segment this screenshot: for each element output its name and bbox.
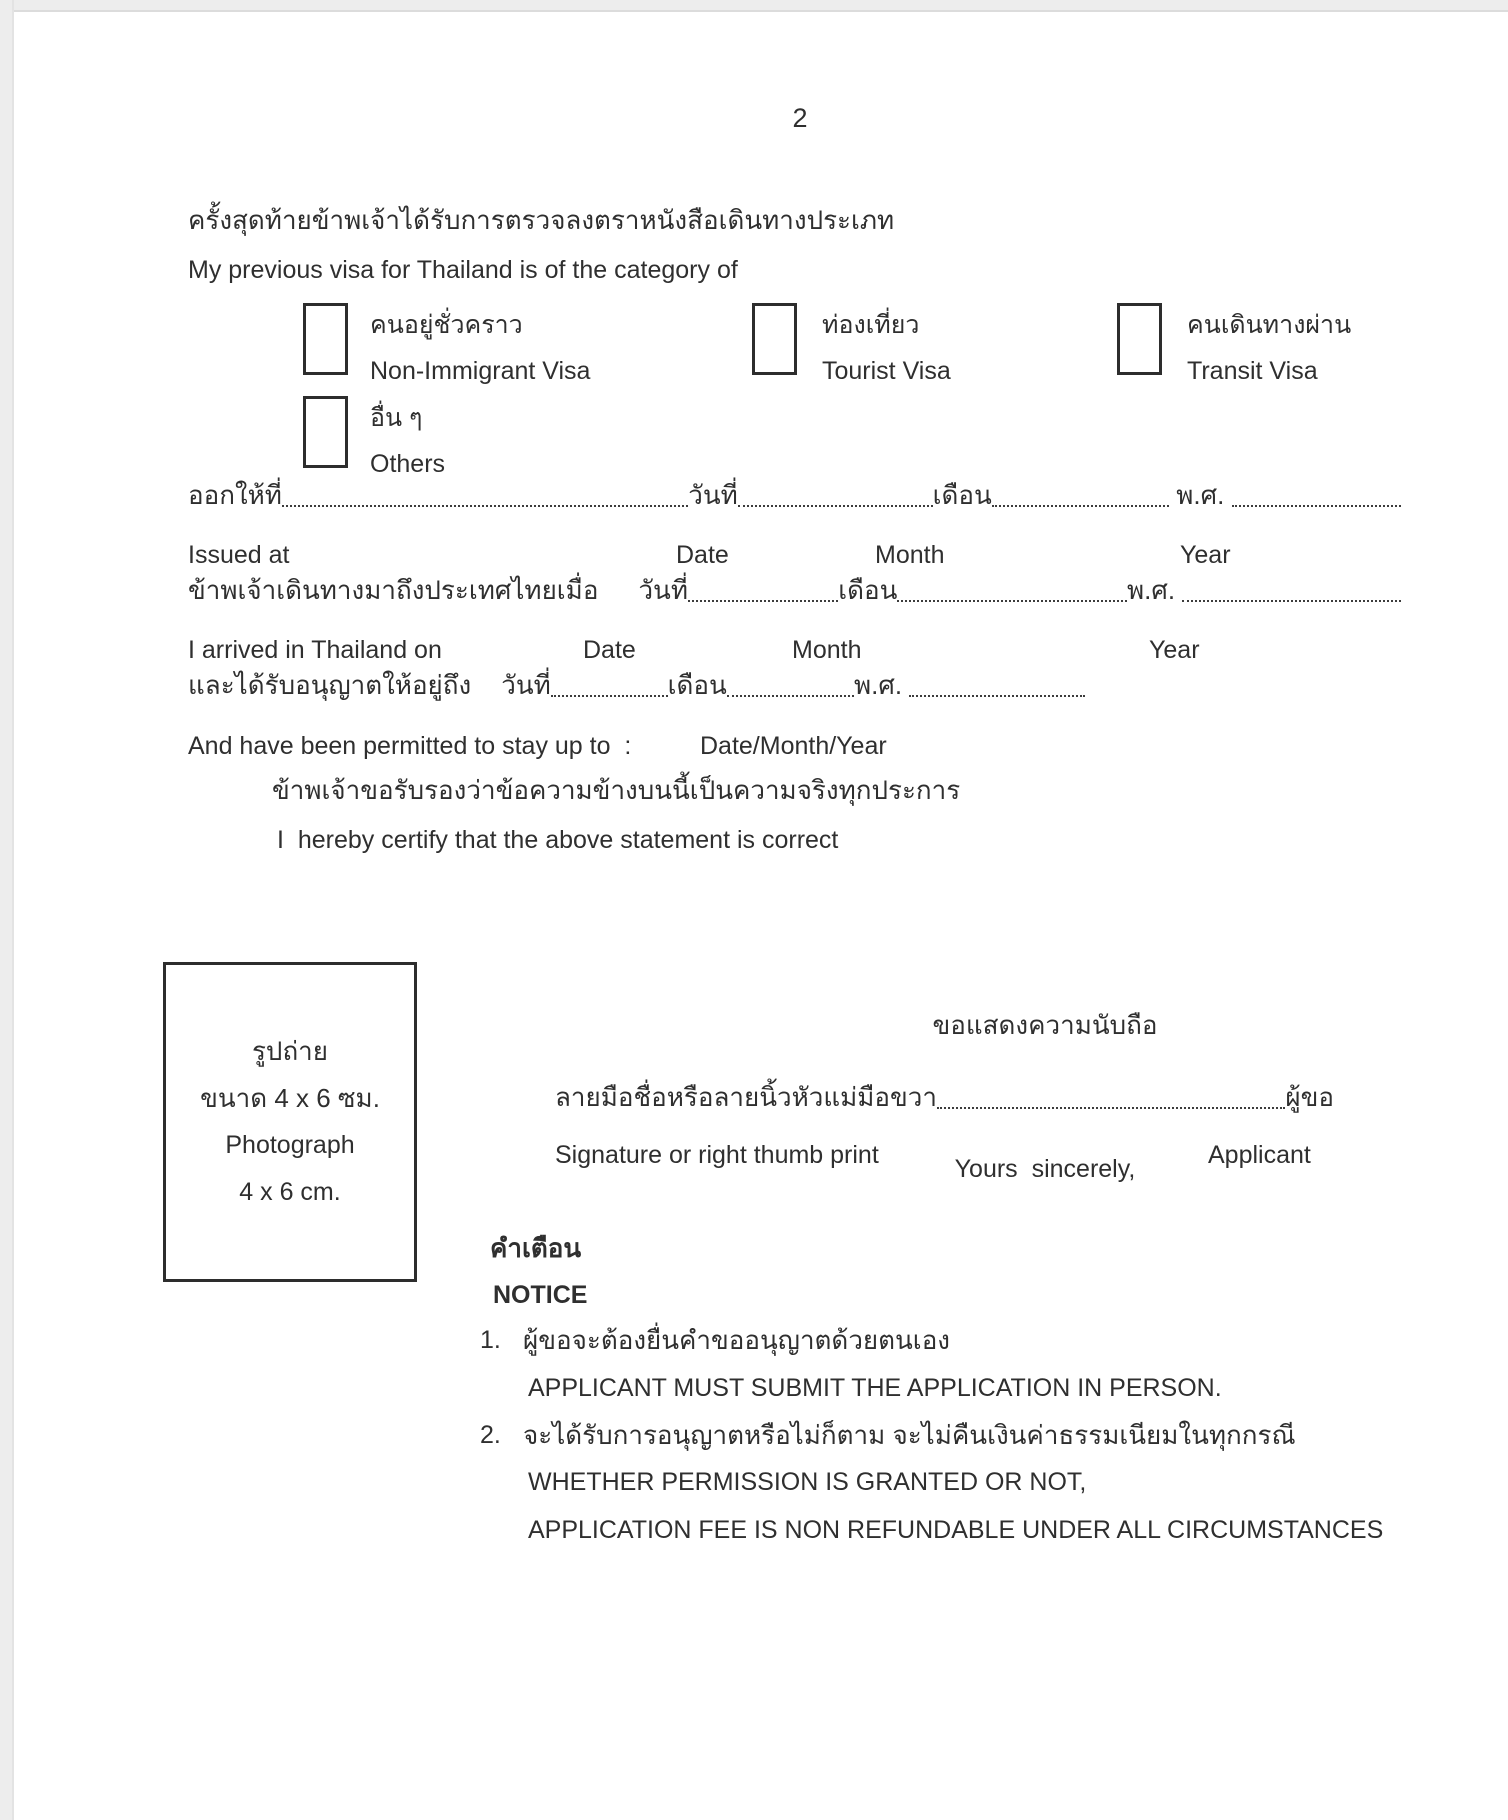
notice-item-2-english-line-1: WHETHER PERMISSION IS GRANTED OR NOT, — [528, 1468, 1087, 1496]
checkbox-tourist-visa[interactable] — [752, 303, 797, 375]
closing-english: Yours sincerely, — [954, 1155, 1136, 1183]
notice-item-1-english: APPLICANT MUST SUBMIT THE APPLICATION IN PERSON. — [528, 1374, 1222, 1402]
arrival-month-field[interactable] — [897, 600, 1127, 602]
previous-visa-heading-english: My previous visa for Thailand is of the category of — [188, 256, 738, 284]
signature-row — [555, 1072, 1334, 1116]
arrival-date-field[interactable] — [688, 600, 838, 602]
photo-box-line-thai: รูปถ่าย — [251, 1036, 329, 1066]
non-immigrant-visa-label-english: Non-Immigrant Visa — [370, 357, 591, 385]
arrival-year-field[interactable] — [1182, 600, 1401, 602]
issued-month-field[interactable] — [992, 505, 1169, 507]
arrival-year-label-english: Year — [1149, 636, 1200, 664]
non-immigrant-visa-label-thai: คนอยู่ชั่วคราว — [370, 311, 523, 339]
stay-date-field[interactable] — [551, 695, 668, 697]
photo-box-line-english: Photograph — [225, 1131, 355, 1159]
stay-date-label-thai: วันที่ — [501, 670, 551, 700]
issued-at-label-thai: ออกให้ที่ — [188, 480, 282, 510]
notice-item-2-number: 2. — [480, 1421, 501, 1449]
issued-year-field[interactable] — [1232, 505, 1401, 507]
tourist-visa-label-thai: ท่องเที่ยว — [822, 311, 920, 339]
signature-label-thai: ลายมือชื่อหรือลายนิ้วหัวแม่มือขวา — [555, 1082, 938, 1112]
issued-month-label-english: Month — [875, 541, 945, 569]
photo-box — [163, 962, 417, 1282]
photo-box-size-thai: ขนาด 4 x 6 ซม. — [200, 1083, 380, 1113]
stay-label-thai: และได้รับอนุญาตให้อยู่ถึง — [188, 670, 472, 700]
page-number: 2 — [792, 103, 808, 133]
photo-box-size-english: 4 x 6 cm. — [239, 1178, 341, 1206]
stay-year-field[interactable] — [909, 695, 1085, 697]
signature-label-english: Signature or right thumb print — [555, 1141, 879, 1169]
stay-year-label-thai: พ.ศ. — [853, 670, 910, 700]
arrival-month-label-english: Month — [792, 636, 862, 664]
notice-heading-english: NOTICE — [493, 1281, 588, 1309]
page-edge-left — [0, 0, 14, 1820]
transit-visa-label-english: Transit Visa — [1187, 357, 1318, 385]
stay-month-field[interactable] — [727, 695, 854, 697]
notice-item-1-number: 1. — [480, 1326, 501, 1354]
signature-field[interactable] — [937, 1107, 1285, 1109]
arrival-date-label-thai: วันที่ — [638, 575, 688, 605]
others-label-thai: อื่น ๆ — [370, 404, 423, 432]
stay-label-english: And have been permitted to stay up to : — [188, 732, 632, 760]
arrival-year-label-thai: พ.ศ. — [1127, 575, 1183, 605]
notice-item-2-thai: จะได้รับการอนุญาตหรือไม่ก็ตาม จะไม่คืนเงินค่าธรรมเนียมในทุกกรณี — [523, 1420, 1296, 1450]
arrival-date-label-english: Date — [583, 636, 636, 664]
certify-statement-thai: ข้าพเจ้าขอรับรองว่าข้อความข้างบนนี้เป็นความจริงทุกประการ — [272, 775, 961, 805]
checkbox-non-immigrant-visa[interactable] — [303, 303, 348, 375]
issued-month-label-thai: เดือน — [932, 480, 992, 510]
notice-item-2-english-line-2: APPLICATION FEE IS NON REFUNDABLE UNDER ALL CIRCUMSTANCES — [528, 1516, 1384, 1544]
page-edge-top — [0, 0, 1508, 12]
arrival-label-english: I arrived in Thailand on — [188, 636, 442, 664]
certify-statement-english: I hereby certify that the above statement is correct — [277, 826, 839, 854]
issued-at-label-english: Issued at — [188, 541, 290, 569]
arrival-month-label-thai: เดือน — [838, 575, 898, 605]
notice-heading-thai: คำเตือน — [490, 1233, 582, 1263]
arrival-row — [188, 565, 1401, 609]
issued-date-field[interactable] — [738, 505, 933, 507]
stay-month-label-thai: เดือน — [667, 670, 727, 700]
previous-visa-heading-thai: ครั้งสุดท้ายข้าพเจ้าได้รับการตรวจลงตราหนังสือเดินทางประเภท — [188, 205, 895, 235]
transit-visa-label-thai: คนเดินทางผ่าน — [1187, 311, 1352, 339]
signature-suffix-english: Applicant — [1208, 1141, 1311, 1169]
stay-value-english: Date/Month/Year — [700, 732, 887, 760]
issued-at-row — [188, 470, 1401, 514]
arrival-label-thai: ข้าพเจ้าเดินทางมาถึงประเทศไทยเมื่อ — [188, 575, 599, 605]
issued-date-label-thai: วันที่ — [688, 480, 738, 510]
others-label-english: Others — [370, 450, 446, 478]
checkbox-others[interactable] — [303, 396, 348, 468]
checkbox-transit-visa[interactable] — [1117, 303, 1162, 375]
signature-suffix-thai: ผู้ขอ — [1285, 1082, 1334, 1112]
tourist-visa-label-english: Tourist Visa — [822, 357, 951, 385]
stay-row — [188, 660, 1085, 704]
issued-place-field[interactable] — [282, 505, 688, 507]
issued-year-label-english: Year — [1180, 541, 1231, 569]
closing-thai: ขอแสดงความนับถือ — [932, 1010, 1158, 1040]
issued-date-label-english: Date — [676, 541, 729, 569]
notice-item-1-thai: ผู้ขอจะต้องยื่นคำขออนุญาตด้วยตนเอง — [523, 1325, 951, 1355]
issued-year-label-thai: พ.ศ. — [1169, 480, 1232, 510]
